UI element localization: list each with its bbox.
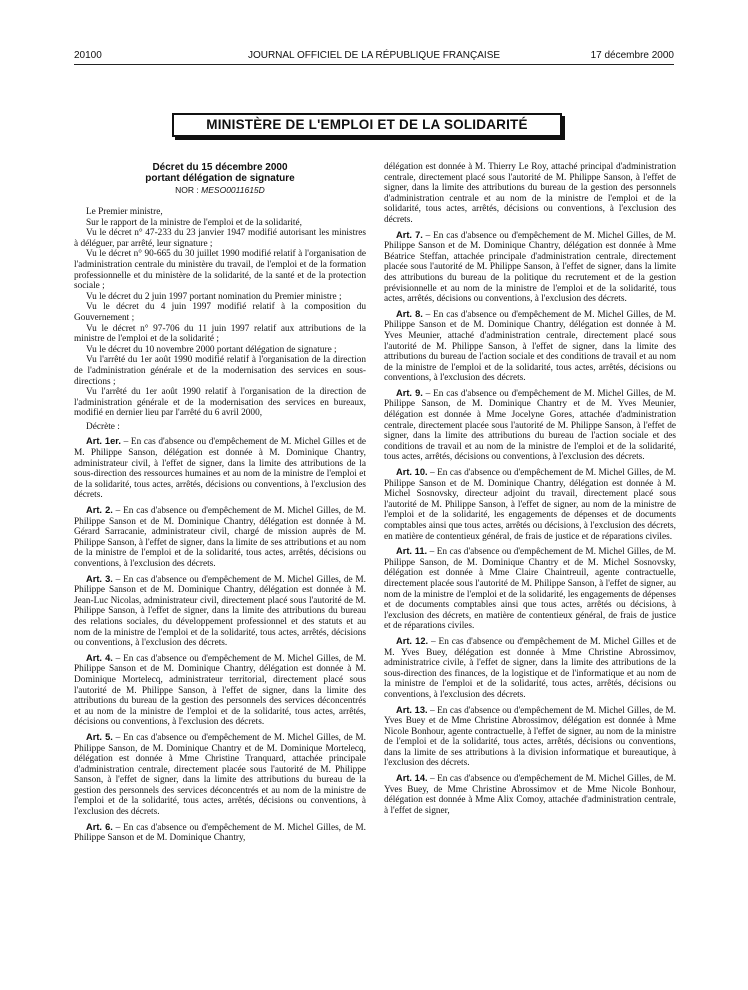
article-text: – En cas d'absence ou d'empêchement de M. Michel Gilles, de M. Yves Buey, de Mme Christine Abrossimov et de Mme Nicole Bonhour, délégation est donnée à Mme Alix Comoy, attachée d'administration centrale, à l'effet de signer, [384, 774, 676, 816]
nor-code: MESO0011615D [201, 185, 265, 195]
article-label: Art. 6. [86, 821, 113, 832]
article-text: – En cas d'absence ou d'empêchement de M. Michel Gilles, de M. Philippe Sanson, de M. Dominique Chantry et de M. Michel Sosnovsky, délégation est donnée à Mme Claire Chaintreuil, agente contractuelle, directement placée sous l'autorité de M. Philippe Sanson, à l'effet de signer, au nom de la ministre de l'emploi et de la solidarité, les engagements de dépenses et de documents comptables ainsi que tous actes, arrêtés ou décisions, à l'exclusion des décrets, en matière de contentieux général, de frais de justice et de réparations civiles. [384, 547, 676, 632]
article-14 [384, 773, 676, 816]
article-6 [74, 822, 366, 844]
header-rule [74, 64, 674, 65]
preamble-line: Vu l'arrêté du 1er août 1990 modifié relatif à l'organisation de la direction de l'administration générale et de la modernisation des services en sous-directions ; [74, 355, 366, 387]
preamble-line: Vu le décret du 10 novembre 2000 portant délégation de signature ; [86, 344, 337, 355]
article-9 [384, 388, 676, 463]
article-label: Art. 3. [86, 573, 113, 584]
article-13 [384, 705, 676, 770]
article-text: – En cas d'absence ou d'empêchement de M. Michel Gilles, de M. Philippe Sanson, de M. Dominique Chantry et de M. Yves Meunier, délégation est donnée à Mme Jocelyne Gores, attachée d'administration centrale, directement placée sous l'autorité de M. Philippe Sanson, à l'effet de signer, dans la limite des attributions du bureau de l'action sociale et des conditions de travail et au nom de la ministre de l'emploi et de la solidarité, tous actes, arrêtés, décisions ou conventions, à l'exclusion des décrets. [384, 388, 676, 463]
preamble-line: Vu le décret n° 90-665 du 30 juillet 1990 modifié relatif à l'organisation de l'administration centrale du ministère du travail, de l'emploi et de la formation professionnelle et du ministère de la solidarité, de la santé et de la protection sociale ; [74, 249, 366, 292]
decree-title-line1: Décret du 15 décembre 2000 [152, 162, 288, 173]
article-text: – En cas d'absence ou d'empêchement de M. Michel Gilles, de M. Philippe Sanson et de M. Dominique Chantry, délégation est donnée à M. Michel Sosnovsky, directeur adjoint du travail, directement placé sous l'autorité de M. Philippe Sanson, à l'effet de signer, au nom de la ministre de l'emploi et de la solidarité, les engagements de dépenses et de documents comptables ainsi que tous actes, arrêtés ou décisions, à l'exclusion des décrets, en matière de contentieux général, de frais de justice et de réparations civiles. [384, 468, 676, 542]
article-label: Art. 4. [86, 652, 113, 663]
article-label: Art. 13. [396, 704, 428, 715]
article-text: – En cas d'absence ou d'empêchement de M. Michel Gilles, de M. Philippe Sanson et de M. Dominique Chantry, délégation est donnée à M. Gérard Sarracanie, administrateur civil, chargé de mission auprès de M. Philippe Sanson, à l'effet de signer, dans la limite de ses attributions et au nom de la ministre de l'emploi et de la solidarité, tous actes, arrêtés, décisions ou conventions, à l'exclusion des décrets. [74, 506, 366, 569]
nor-reference [74, 185, 366, 196]
right-column [384, 162, 676, 816]
article-text: – En cas d'absence ou d'empêchement de M. Michel Gilles et de M. Philippe Sanson, délégation est donnée à M. Dominique Chantry, administrateur civil, à l'effet de signer, dans la limite des attributions de la sous-direction des ressources humaines et au nom de la ministre de l'emploi et de la solidarité, tous actes, arrêtés, décisions ou conventions, à l'exclusion des décrets. [74, 437, 366, 501]
decree-title [74, 162, 366, 184]
left-column [74, 162, 366, 844]
preamble-line: Vu le décret n° 97-706 du 11 juin 1997 relatif aux attributions de la ministre de l'emploi et de la solidarité ; [74, 323, 366, 345]
issue-date: 17 décembre 2000 [590, 50, 674, 61]
article-1 [74, 436, 366, 501]
article-label: Art. 9. [396, 387, 423, 398]
article-8 [384, 309, 676, 384]
article-label: Art. 8. [396, 308, 423, 319]
article-label: Art. 5. [86, 731, 113, 742]
page-number: 20100 [74, 50, 102, 61]
preamble-line: Le Premier ministre, [86, 207, 163, 217]
article-label: Art. 1er. [86, 436, 121, 447]
article-text: – En cas d'absence ou d'empêchement de M. Michel Gilles, de M. Philippe Sanson et de M. Dominique Chantry, délégation est donnée à M. Yves Meunier, attaché d'administration centrale, directement placé sous l'autorité de M. Philippe Sanson, à l'effet de signer, dans la limite des attributions du bureau de l'action sociale et des conditions de travail et au nom de la ministre de l'emploi et de la solidarité, tous actes, arrêtés, décisions ou conventions, à l'exclusion des décrets. [384, 309, 676, 384]
article-12 [384, 636, 676, 701]
article-label: Art. 14. [396, 773, 428, 784]
preamble-line: Vu le décret du 2 juin 1997 portant nomination du Premier ministre ; [86, 291, 342, 302]
article-4 [74, 653, 366, 728]
page-header [74, 50, 674, 64]
ministry-title: MINISTÈRE DE L'EMPLOI ET DE LA SOLIDARITÉ [172, 113, 562, 137]
article-text: – En cas d'absence ou d'empêchement de M. Michel Gilles, de M. Philippe Sanson et de M. Dominique Chantry, [74, 822, 366, 844]
preamble-line: Sur le rapport de la ministre de l'emploi et de la solidarité, [86, 217, 302, 228]
article-label: Art. 12. [396, 635, 429, 646]
article-7 [384, 230, 676, 305]
article-10 [384, 467, 676, 542]
article-text: – En cas d'absence ou d'empêchement de M. Michel Gilles, de M. Philippe Sanson et de M. Dominique Chantry, délégation est donnée à Mme Béatrice Steffan, attachée principale d'administration centrale, directement placée sous l'autorité de M. Philippe Sanson, à l'effet de signer, dans la limite des attributions du bureau de la politique du recrutement et de la gestion prévisionnelle et au nom de la ministre de l'emploi et de la solidarité, tous actes, arrêtés, décisions ou conventions, à l'exclusion des décrets. [384, 230, 676, 305]
article-text: – En cas d'absence ou d'empêchement de M. Michel Gilles et de M. Yves Buey, délégation est donnée à Mme Christine Abrossimov, administratrice civile, à l'effet de signer, dans la limite des attributions de la sous-direction des finances, de la logistique et de l'informatique et au nom de la ministre de l'emploi et de la solidarité, tous actes, arrêtés, décisions ou conventions, à l'exclusion des décrets. [384, 636, 676, 700]
article-label: Art. 11. [396, 546, 428, 557]
article-5 [74, 732, 366, 818]
preamble-line: Vu le décret du 4 juin 1997 modifié relatif à la composition du Gouvernement ; [74, 302, 366, 323]
decree-title-line2: portant délégation de signature [145, 173, 295, 184]
article-text: – En cas d'absence ou d'empêchement de M. Michel Gilles, de M. Philippe Sanson et de M. Dominique Chantry, délégation est donnée à M. Jean-Luc Nicolas, administrateur civil, directement placé sous l'autorité de M. Philippe Sanson, à l'effet de signer, dans la limite des attributions du bureau des relations sociales, du développement professionnel et des statuts et au nom de la ministre de l'emploi et de la solidarité, tous actes, arrêtés, décisions ou conventions, à l'exclusion des décrets. [74, 574, 366, 649]
article-3 [74, 574, 366, 649]
article-text: – En cas d'absence ou d'empêchement de M. Michel Gilles, de M. Yves Buey et de Mme Christine Abrossimov, délégation est donnée à Mme Nicole Bonhour, agente contractuelle, à l'effet de signer, au nom de la ministre de l'emploi et de la solidarité, tous actes, arrêtés, décisions ou conventions, dans la limite de ses attributions à la division informatique et bureautique, à l'exclusion des décrets. [384, 705, 676, 769]
article-11 [384, 546, 676, 632]
preamble-line: Vu l'arrêté du 1er août 1990 relatif à l'organisation de la direction de l'administration générale et de la modernisation des services en bureaux, modifié en dernier lieu par l'arrêté du 6 avril 2000, [74, 387, 366, 419]
decrete-line: Décrète : [86, 421, 120, 432]
article-2 [74, 505, 366, 570]
article-label: Art. 7. [396, 229, 423, 240]
article-label: Art. 2. [86, 505, 113, 516]
article-text: – En cas d'absence ou d'empêchement de M. Michel Gilles, de M. Philippe Sanson et de M. Dominique Chantry, délégation est donnée à M. Dominique Mortelecq, administrateur territorial, directement placé sous l'autorité de M. Philippe Sanson, à l'effet de signer, dans la limite des attributions du bureau de la gestion des personnels des services déconcentrés et au nom de la ministre de l'emploi et de la solidarité, tous actes, arrêtés, décisions ou conventions, à l'exclusion des décrets. [74, 653, 366, 728]
journal-title: JOURNAL OFFICIEL DE LA RÉPUBLIQUE FRANÇAISE [247, 50, 501, 61]
article-text: – En cas d'absence ou d'empêchement de M. Michel Gilles, de M. Philippe Sanson, de M. Dominique Chantry et de M. Dominique Mortelecq, délégation est donnée à Mme Christine Tranquard, attachée principale d'administration centrale, directement placée sous l'autorité de M. Philippe Sanson, à l'effet de signer, dans la limite des attributions du bureau de la gestion des personnels des services déconcentrés et au nom de la ministre de l'emploi et de la solidarité, tous actes, arrêtés, décisions ou conventions, à l'exclusion des décrets. [74, 732, 366, 818]
preamble-line: Vu le décret n° 47-233 du 23 janvier 1947 modifié autorisant les ministres à déléguer, par arrêté, leur signature ; [74, 228, 366, 249]
article-6-continuation: délégation est donnée à M. Thierry Le Roy, attaché principal d'administration centrale, directement placé sous l'autorité de M. Philippe Sanson, à l'effet de signer, dans la limite des attributions du bureau de la gestion des personnels d'administration centrale et au nom de la ministre de l'emploi et de la solidarité, tous actes, arrêtés, décisions ou conventions, à l'exclusion des décrets. [384, 162, 676, 225]
article-label: Art. 10. [396, 467, 428, 478]
nor-label: NOR : [175, 185, 199, 195]
